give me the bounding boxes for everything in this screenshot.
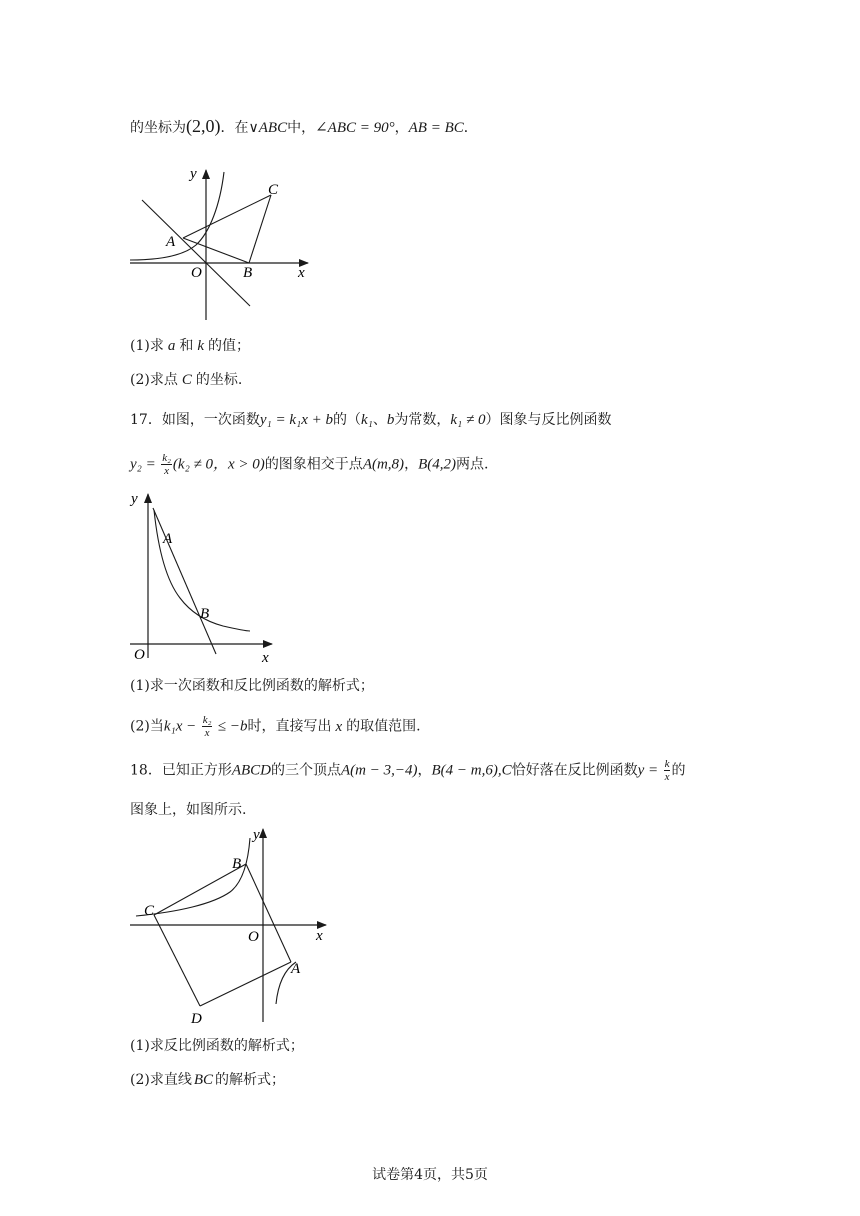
- q16-line: [142, 200, 253, 306]
- q16-label-o: O: [191, 265, 202, 281]
- q18-side-ad: [200, 962, 291, 1006]
- q18-side-ba: [246, 864, 291, 962]
- q17-label-a: A: [163, 531, 173, 547]
- q17-label-o: O: [134, 647, 145, 663]
- q16-label-b: B: [243, 265, 253, 281]
- q17-part2: (2)当k₁x − $\frac{\text{k₂}}{x}$ ≤ −b时，直接写出 x 的取值范围.: [130, 714, 421, 739]
- q17-line1: 17．如图，一次函数y₁ = k₁x + b的（k₁、b为常数，k₁ ≠ 0）图象与反比例函数: [130, 412, 612, 428]
- q18-part2: (2)求直线 BC 的解析式；: [130, 1072, 286, 1088]
- q18-label-y: y: [253, 827, 260, 843]
- q16-figure: [128, 160, 318, 325]
- q18-label-a: A: [291, 961, 301, 977]
- q16-curve: [130, 172, 224, 260]
- q16-part1: (1)求 a 和 k 的值；: [130, 338, 251, 354]
- q17-part1: (1)求一次函数和反比例函数的解析式；: [130, 678, 374, 694]
- q16-intro-line: 的坐标为(2,0)．在∨ABC中，∠ABC = 90°，AB = BC．: [130, 116, 478, 136]
- q18-point-b: B(4 − m,6): [431, 762, 498, 779]
- q18-side-dc: [154, 915, 200, 1006]
- q17-linear-eq: y₁ = k₁x + b: [259, 412, 333, 428]
- q18-label-c: C: [144, 903, 155, 919]
- q17-ineq-fraction: $\frac{\text{k₂}}{x}$: [202, 714, 212, 739]
- q18-label-d: D: [191, 1011, 202, 1026]
- q18-fraction: $\frac{k}{x}$: [664, 758, 670, 783]
- q16-angle: ∠ABC = 90°: [315, 120, 395, 136]
- q16-part2: (2)求点 C 的坐标.: [130, 372, 243, 388]
- q17-line2: y₂ = $\frac{\text{k₂}}{x}$ (k₂ ≠ 0，x > 0)的图象相交于点A(m,8)，B(4,2)两点.: [130, 452, 489, 477]
- q17-fraction: $\frac{\text{k₂}}{x}$: [162, 452, 171, 477]
- q17-point-a: A(m,8): [362, 456, 405, 473]
- q17-label-x: x: [262, 650, 269, 666]
- q16-equality: AB = BC: [408, 120, 464, 136]
- q17-label-y: y: [131, 491, 138, 507]
- q16-segment-bc: [249, 195, 271, 263]
- q18-label-o: O: [248, 929, 259, 945]
- q18-label-x: x: [316, 928, 323, 944]
- q18-point-a: A(m − 3,−4): [341, 762, 418, 779]
- q18-line2: 图象上，如图所示.: [130, 802, 247, 818]
- q18-line1: 18．已知正方形ABCD的三个顶点A(m − 3,−4)，B(4 − m,6),C恰好落在反比例函数y = $\frac{k}{x}$ 的: [130, 758, 686, 783]
- q16-label-y: y: [190, 166, 197, 182]
- q16-label-x: x: [298, 265, 305, 281]
- q17-label-b: B: [200, 606, 210, 622]
- page-footer: 试卷第4页，共5页: [372, 1167, 488, 1183]
- q17-point-b: B(4,2): [418, 456, 456, 473]
- q16-label-c: C: [268, 182, 279, 198]
- q17-figure: [128, 488, 278, 666]
- q18-part1: (1)求反比例函数的解析式；: [130, 1038, 304, 1054]
- q16-segment-ca: [183, 195, 271, 238]
- q16-coord: (2,0): [186, 116, 221, 136]
- q18-figure: [128, 826, 338, 1026]
- q17-line: [153, 508, 216, 654]
- q16-label-a: A: [166, 234, 176, 250]
- q18-label-b: B: [232, 856, 242, 872]
